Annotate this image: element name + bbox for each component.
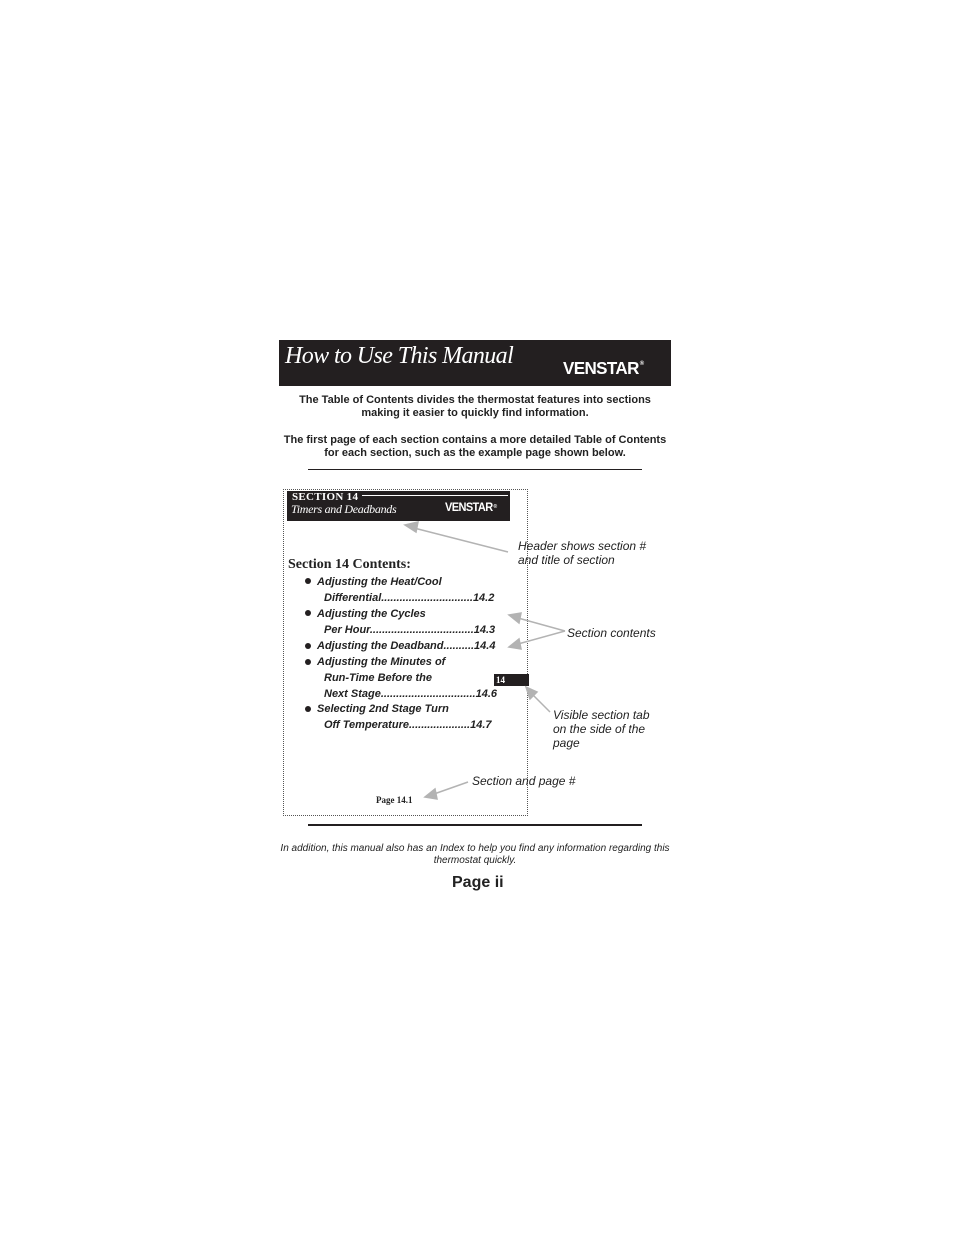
page-title: How to Use This Manual (285, 343, 514, 369)
toc-bullet (305, 706, 311, 712)
example-registered-mark: ® (493, 503, 497, 511)
arrow-line-tab (532, 694, 550, 712)
intro-paragraph-2: The first page of each section contains a more detailed Table of Contents for each section, such as the example page shown below. (283, 434, 667, 459)
toc-line: Next Stage...............................14.6 (324, 688, 498, 700)
toc-line: Adjusting the Cycles (317, 608, 426, 620)
example-venstar-logo (445, 502, 497, 515)
logo-text: VENSTAR (563, 358, 639, 379)
section-side-tab-label: 14 (496, 675, 505, 685)
callout-header-line: Header shows section # (518, 539, 647, 553)
example-logo-text: VENSTAR (445, 501, 493, 515)
registered-mark: ® (639, 360, 644, 367)
page-number: Page ii (452, 874, 504, 891)
toc-line: Adjusting the Deadband..........14.4 (317, 640, 496, 652)
example-header-rule (362, 495, 508, 496)
toc-line: Run-Time Before the (324, 672, 432, 684)
venstar-logo (563, 359, 644, 380)
toc-bullet (305, 610, 311, 616)
toc-line: Selecting 2nd Stage Turn (317, 703, 449, 715)
toc-line: Differential..............................14.2 (324, 592, 495, 604)
divider-top (308, 469, 642, 470)
callout-tab-line: Visible section tab (553, 708, 650, 722)
callout-tab (553, 708, 650, 750)
example-page-number: Page 14.1 (376, 795, 413, 805)
toc-line: Adjusting the Minutes of (317, 656, 446, 668)
callout-page (472, 774, 575, 788)
toc-bullet (305, 659, 311, 665)
toc-line: Per Hour..................................14.3 (324, 624, 496, 636)
contents-heading: Section 14 Contents: (288, 557, 411, 572)
callout-header-line: and title of section (518, 553, 615, 567)
toc-line: Off Temperature....................14.7 (324, 719, 492, 731)
callout-contents-line: Section contents (567, 626, 656, 640)
callout-tab-line: page (553, 736, 580, 750)
example-section-label: SECTION 14 (292, 491, 359, 503)
callout-contents (567, 626, 656, 640)
toc-bullet (305, 643, 311, 649)
toc-bullet (305, 578, 311, 584)
divider-bottom (308, 824, 642, 826)
example-section-title: Timers and Deadbands (291, 502, 397, 516)
callout-page-line: Section and page # (472, 774, 576, 788)
footer-note: In addition, this manual also has an Index to help you find any information regarding this thermostat quickly. (280, 843, 670, 866)
toc-line: Adjusting the Heat/Cool (317, 576, 442, 588)
callout-tab-line: on the side of the (553, 722, 646, 736)
intro-paragraph-1: The Table of Contents divides the thermostat features into sections making it easier to quickly find information. (299, 394, 651, 419)
callout-header (518, 539, 646, 567)
